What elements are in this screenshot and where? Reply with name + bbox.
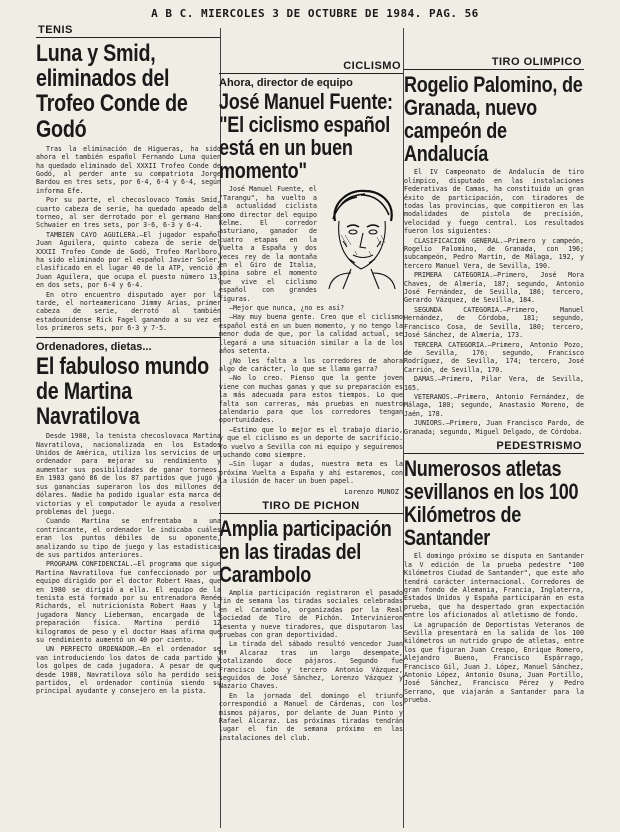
section-label: CICLISMO: [343, 60, 401, 72]
paragraph: —Estimo que lo mejor es el trabajo diario, y que el ciclismo es un deporte de sacrificio. Yo vuelvo a Sevilla con mi equipo y seguiremos luchando como siempre.: [219, 425, 403, 459]
article-body: [219, 589, 403, 742]
section-label: TIRO DE PICHON: [262, 499, 360, 512]
section-header: [404, 440, 584, 454]
headline: Amplia participación en las tiradas del Carambolo: [219, 515, 392, 587]
paragraph: Tras la eliminación de Higueras, ha sido ahora el también español Fernando Luna quien ha quedado eliminado del XXXII Trofeo Conde de Godó, al perder ante su compatriota Jorge Bardou en tres sets, por 6-4, 6-4 y 6-4, según informa Efe.: [36, 144, 221, 195]
section-header: [219, 500, 403, 514]
paragraph: Por su parte, el checoslovaco Tomás Smid, cuarto cabeza de serie, ha quedado apeado del torneo, al ser derrotado por el germano Hans Schwaier en tres sets, por 3-6, 6-3 y 6-4.: [36, 196, 221, 230]
headline: Luna y Smid, eliminados del Trofeo Conde de Godó: [36, 40, 188, 143]
column-ciclismo: [219, 60, 403, 830]
kicker: Ahora, director de equipo: [219, 77, 353, 89]
paragraph: Cuando Martina se enfrentaba a una contrincante, el ordenador le indicaba cuáles eran los puntos débiles de su oponente, analizando su tipo de juego y las estadísticas de sus partidos anteriores.: [36, 517, 221, 559]
paragraph: —No lo creo. Pienso que la gente joven viene con muchas ganas y que su preparación es la más adecuada para estos tiempos. Lo que falta son carreras, más pruebas en nuestro calendario para que los corredores tengan oportunidades.: [219, 374, 403, 425]
paragraph: PRIMERA CATEGORIA.—Primero, José Mora Chaves, de Almería, 187; segundo, Antonio José Fernández, de Sevilla, 186; tercero, Gerardo Vázquez, de Sevilla, 184.: [404, 271, 584, 305]
section-label: TENIS: [38, 24, 73, 36]
paragraph: DAMAS.—Primero, Pilar Vera, de Sevilla, 165.: [404, 375, 584, 392]
column-tenis: [36, 24, 221, 824]
section-header: [219, 60, 403, 74]
paragraph: VETERANOS.—Primero, Antonio Fernández, de Málaga, 180; segundo, Anastasio Moreno, de Jaén, 178.: [404, 392, 584, 418]
portrait-drawing: [321, 185, 403, 289]
paragraph: Desde 1980, la tenista checoslovaca Martina Navratilova, nacionalizada en los Estados Unidos de América, utiliza los servicios de un ordenador para mejorar su rendimiento y aumentar sus posibilidades de ganar torneos. En 1983 ganó 86 de los 87 partidos que jugó y sus ganancias superaron los dos millones de dólares. Nadie ha podido igualar esta marca de victorias y el computador le ayuda a resolver problemas del juego.: [36, 432, 221, 516]
paragraph: El IV Campeonato de Andalucía de tiro olímpico, disputado en las instalaciones Federativas de Camas, ha constituido un gran éxito de participación, con tiradores de todas las provincias, que compitieron en las modalidades de pistola de precisión, velocidad y fuego central. Los resultados fueron los siguientes:: [404, 168, 584, 236]
paragraph: La tirada del sábado resultó vencedor Juan Mª Alcaraz tras un largo desempate, totalizando doce pájaros. Segundo fue Francisco Lobo y tercero Antonio Vázquez, seguidos de José Sánchez, Lorenzo Vázquez y Nazario Chaves.: [219, 640, 403, 691]
divider: [36, 337, 221, 338]
paragraph: CLASIFICACION GENERAL.—Primero y campeón, Rogelio Palomino, de Granada, con 196; subcampeón, Pedro Martín, de Málaga, 192, y tercero Manuel Vera, de Sevilla, 190.: [404, 236, 584, 270]
headline: Rogelio Palomino, de Granada, nuevo campeón de Andalucía: [404, 72, 583, 167]
article-body: [219, 185, 403, 485]
paragraph: Amplia participación registraron el pasado fin de semana las tiradas sociales celebradas en el Carambolo, organizadas por la Real Sociedad de Tiro de Pichón. Intervinieron sesenta y nueve tiradores, que disputaron las pruebas con gran deportividad.: [219, 588, 403, 639]
section-label: PEDESTRISMO: [496, 439, 582, 452]
section-label: TIRO OLIMPICO: [491, 56, 582, 68]
article-body: [404, 168, 584, 436]
article-body: [404, 552, 584, 704]
paragraph: ¿No les falta a los corredores de ahora algo de carácter, lo que se llama garra?: [219, 356, 403, 373]
article-body: [36, 145, 221, 333]
section-header: [404, 56, 584, 70]
paragraph: En la jornada del domingo el triunfo correspondió a Manuel de Cárdenas, con los mismos pájaros, por delante de Juan Pinto y Rafael Alcaraz. Las próximas tiradas tendrán lugar el fin de semana próximo en las instalaciones del club.: [219, 691, 403, 742]
paragraph: —Hay muy buena gente. Creo que el ciclismo español está en un buen momento, y no tengo la menor duda de que, por la calidad actual, se llegará a una situación similar a la de los años setenta.: [219, 313, 403, 356]
paragraph: TERCERA CATEGORIA.—Primero, Antonio Pozo, de Sevilla, 176; segundo, Francisco Rodríguez, de Sevilla, 174; tercero, José Carrión, de Sevilla, 170.: [404, 340, 584, 374]
paragraph: SEGUNDA CATEGORIA.—Primero, Manuel Hernández, de Córdoba, 181; segundo, Francisco Cosa, de Sevilla, 180; tercero, José Sánchez, de Almería, 173.: [404, 305, 584, 340]
paragraph: El domingo próximo se disputa en Santander la V edición de la prueba pedestre "100 Kilómetros Ciudad de Santander", que este año tendrá carácter internacional. Corredores de gran fondo de Alemania, Francia, Inglaterra, Estados Unidos y España participarán en esta prueba, que ha despertado gran expectación entre los aficionados al atletismo de fondo.: [404, 552, 584, 620]
paragraph: José Manuel Fuente, el "Tarangu", ha vuelto a la actualidad ciclista como director del equipo Kelme. El corredor asturiano, ganador de cuatro etapas en la Vuelta a España y dos veces rey de la montaña en el Giro de Italia, opina sobre el momento que vive el ciclismo español con grandes figuras.: [219, 185, 317, 303]
masthead: A B C. MIERCOLES 3 DE OCTUBRE DE 1984. PAG. 56: [151, 7, 479, 20]
headline: El fabuloso mundo de Martina Navratilova: [36, 352, 209, 431]
section-header: [36, 24, 221, 38]
kicker: Ordenadores, dietas...: [36, 340, 152, 353]
headline: Numerosos atletas sevillanos en los 100 Kilómetros de Santander: [404, 455, 579, 551]
column-tiro-olimpico: [404, 56, 584, 831]
paragraph: —Mejor que nunca, ¿no es así?: [229, 304, 345, 313]
paragraph: La agrupación de Deportistas Veteranos de Sevilla presentará en la salida de los 100 kilómetros un nutrido grupo de atletas, entre los que figuran Juan Crespo, Enrique Romero, Alejandro Bueno, Francisco Espárrago, Francisco Gil, Juan J. López, Manuel Sánchez, Antonio López, Antonio Osuna, Juan Portillo, José Sánchez, Francisco Pérez y Pedro Serrano, que viajarán a Santander para la prueba.: [404, 620, 584, 705]
paragraph: UN PERFECTO ORDENADOR.—En el ordenador se van introduciendo los datos de cada partido y los golpes de cada jugadora. A pesar de que desde 1980, Navratilova sólo ha perdido seis partidos, el ordenador continúa siendo su principal ayudante y consejero en la pista.: [36, 645, 221, 696]
paragraph: —Sin lugar a dudas, nuestra meta es la próxima Vuelta a España y ahí estaremos, con la ilusión de hacer un buen papel.: [219, 460, 403, 486]
paragraph: JUNIORS.—Primero, Juan Francisco Pardo, de Granada; segundo, Miguel Delgado, de Córdoba.: [404, 419, 584, 436]
portrait-illustration: [321, 185, 403, 289]
article-body: [36, 432, 221, 696]
paragraph: TAMBIEN CAYO AGUILERA.—El jugador español Juan Aguilera, quinto cabeza de serie del XXXII Trofeo Conde de Godó, Trofeo Marlboro, ha sido eliminado por el español Javier Soler, clasificado en el lugar 40 de la ATP, venció a Juan Aguilera, que ocupa el puesto número 13, en dos sets, por 6-4 y 6-4.: [36, 230, 221, 290]
byline: Lorenzo MUNOZ: [344, 487, 399, 496]
headline: José Manuel Fuente: "El ciclismo español está en un buen momento": [219, 89, 393, 184]
paragraph: En otro encuentro disputado ayer por la tarde, el norteamericano Jimmy Arias, primer cabeza de serie, derrotó al también estadounidense Rick Fagel ganando a su vez en los primeros sets, por 6-3 y 7-5.: [36, 290, 221, 333]
paragraph: PROGRAMA CONFIDENCIAL.—El programa que sigue Martina Navratilova fue confeccionado por un equipo dirigido por el doctor Robert Haas, que en 1980 se dirigió a ella. El equipo de la tenista está formado por su entrenadora Renée Richards, el nutricionista Robert Haas y la jugadora Nancy Lieberman, encargada de la preparación física. Martina perdió 12 kilogramos de peso y el doctor Haas afirma que su rendimiento aumentó un 40 por ciento.: [36, 560, 221, 644]
